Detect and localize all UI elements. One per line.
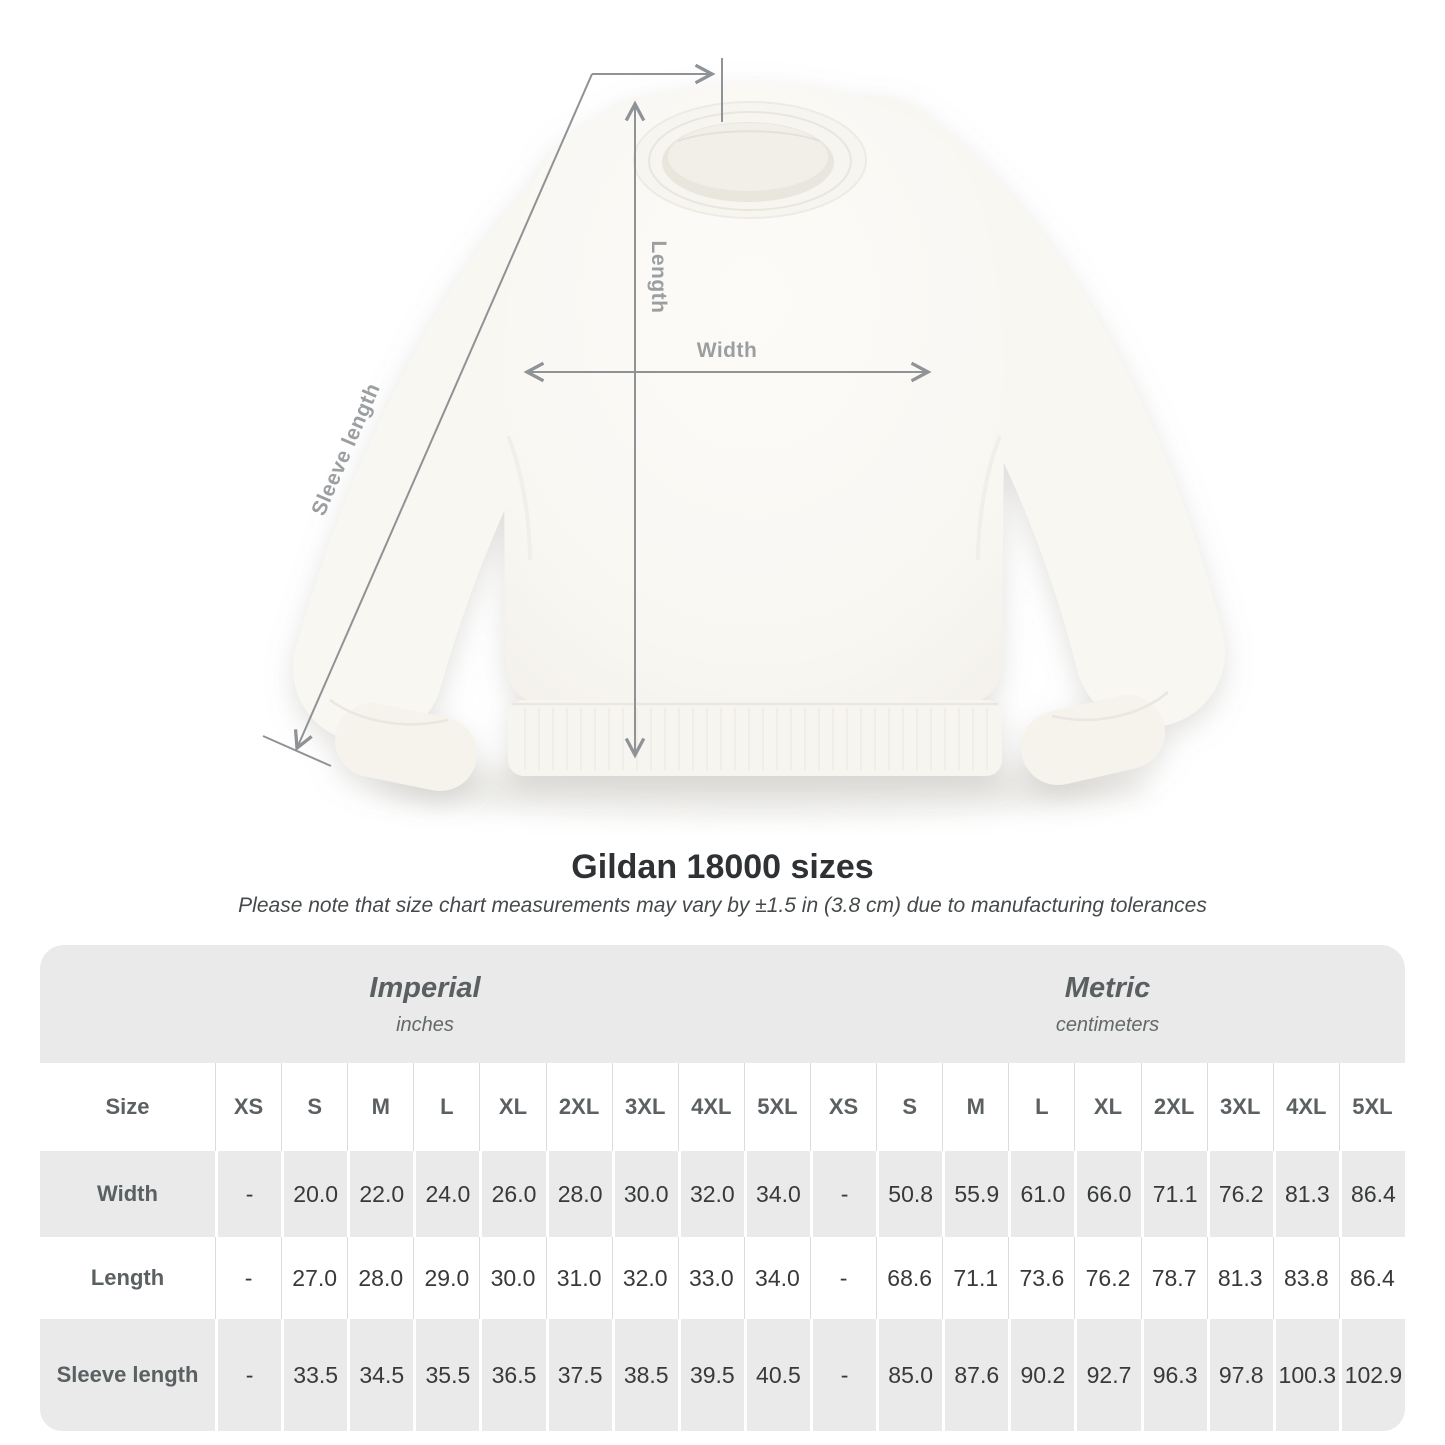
width-metric-3xl: 76.2 <box>1207 1151 1273 1237</box>
sleeve-length-metric-l: 90.2 <box>1008 1319 1074 1431</box>
sleeve-length-label: Sleeve length <box>307 379 385 520</box>
table-row-width <box>40 1151 1405 1237</box>
width-imperial-s: 20.0 <box>281 1151 347 1237</box>
length-metric-l: 73.6 <box>1008 1237 1074 1319</box>
sweatshirt <box>330 82 1168 776</box>
sleeve-length-metric-4xl: 100.3 <box>1273 1319 1339 1431</box>
imperial-group-unit: inches <box>396 1013 454 1036</box>
sleeve-length-imperial-xs: - <box>215 1319 281 1431</box>
size-header-metric-l: L <box>1008 1063 1074 1151</box>
size-header-imperial-3xl: 3XL <box>612 1063 678 1151</box>
length-metric-xl: 76.2 <box>1074 1237 1140 1319</box>
size-header-metric-xl: XL <box>1074 1063 1140 1151</box>
sleeve-length-metric-xl: 92.7 <box>1074 1319 1140 1431</box>
size-header-imperial-l: L <box>413 1063 479 1151</box>
size-header-imperial-m: M <box>347 1063 413 1151</box>
width-metric-5xl: 86.4 <box>1339 1151 1405 1237</box>
right-cuff <box>1058 732 1128 748</box>
sleeve-length-imperial-4xl: 39.5 <box>678 1319 744 1431</box>
sleeve-length-metric-m: 87.6 <box>942 1319 1008 1431</box>
width-imperial-xl: 26.0 <box>479 1151 545 1237</box>
size-table <box>40 945 1405 1431</box>
width-metric-s: 50.8 <box>876 1151 942 1237</box>
width-metric-xl: 66.0 <box>1074 1151 1140 1237</box>
tolerance-note: Please note that size chart measurements may vary by ±1.5 in (3.8 cm) due to manufacturing tolerances <box>238 894 1207 917</box>
imperial-group-name: Imperial <box>369 971 481 1004</box>
size-header-metric-5xl: 5XL <box>1339 1063 1405 1151</box>
width-imperial-l: 24.0 <box>413 1151 479 1237</box>
sleeve-length-metric-s: 85.0 <box>876 1319 942 1431</box>
sleeve-length-metric-xs: - <box>810 1319 876 1431</box>
length-imperial-s: 27.0 <box>281 1237 347 1319</box>
length-metric-xs: - <box>810 1237 876 1319</box>
sleeve-length-imperial-s: 33.5 <box>281 1319 347 1431</box>
length-imperial-l: 29.0 <box>413 1237 479 1319</box>
width-imperial-xs: - <box>215 1151 281 1237</box>
width-imperial-5xl: 34.0 <box>744 1151 810 1237</box>
size-header-row <box>40 1063 1405 1151</box>
metric-group-unit: centimeters <box>1055 1013 1160 1036</box>
length-imperial-2xl: 31.0 <box>546 1237 612 1319</box>
page-title: Gildan 18000 sizes <box>571 848 874 886</box>
row-label-sleeve-length: Sleeve length <box>40 1319 215 1431</box>
sleeve-length-metric-3xl: 97.8 <box>1207 1319 1273 1431</box>
unit-group-row <box>40 945 1405 1063</box>
metric-group-name: Metric <box>1064 971 1151 1004</box>
length-metric-4xl: 83.8 <box>1273 1237 1339 1319</box>
size-column-header: Size <box>40 1063 215 1151</box>
width-label: Width <box>696 339 758 362</box>
sleeve-length-imperial-m: 34.5 <box>347 1319 413 1431</box>
size-header-metric-s: S <box>876 1063 942 1151</box>
sleeve-length-imperial-xl: 36.5 <box>479 1319 545 1431</box>
sleeve-length-imperial-5xl: 40.5 <box>744 1319 810 1431</box>
width-metric-l: 61.0 <box>1008 1151 1074 1237</box>
length-metric-2xl: 78.7 <box>1141 1237 1207 1319</box>
size-header-metric-2xl: 2XL <box>1141 1063 1207 1151</box>
width-imperial-4xl: 32.0 <box>678 1151 744 1237</box>
width-metric-m: 55.9 <box>942 1151 1008 1237</box>
size-header-imperial-xs: XS <box>215 1063 281 1151</box>
size-header-imperial-xl: XL <box>479 1063 545 1151</box>
length-metric-m: 71.1 <box>942 1237 1008 1319</box>
length-imperial-5xl: 34.0 <box>744 1237 810 1319</box>
size-header-imperial-4xl: 4XL <box>678 1063 744 1151</box>
sleeve-length-imperial-l: 35.5 <box>413 1319 479 1431</box>
length-imperial-3xl: 32.0 <box>612 1237 678 1319</box>
width-metric-4xl: 81.3 <box>1273 1151 1339 1237</box>
sleeve-end-tick <box>263 736 331 766</box>
size-header-metric-3xl: 3XL <box>1207 1063 1273 1151</box>
sleeve-length-imperial-2xl: 37.5 <box>546 1319 612 1431</box>
length-metric-5xl: 86.4 <box>1339 1237 1405 1319</box>
table-row-length <box>40 1237 1405 1319</box>
size-header-metric-4xl: 4XL <box>1273 1063 1339 1151</box>
width-imperial-2xl: 28.0 <box>546 1151 612 1237</box>
width-imperial-3xl: 30.0 <box>612 1151 678 1237</box>
row-label-width: Width <box>40 1151 215 1237</box>
length-imperial-xs: - <box>215 1237 281 1319</box>
sleeve-length-metric-2xl: 96.3 <box>1141 1319 1207 1431</box>
table-row-sleeve-length <box>40 1319 1405 1431</box>
size-header-metric-xs: XS <box>810 1063 876 1151</box>
waistband-ribbing <box>516 708 994 770</box>
length-metric-s: 68.6 <box>876 1237 942 1319</box>
metric-group-header <box>810 945 1405 1063</box>
sleeve-length-imperial-3xl: 38.5 <box>612 1319 678 1431</box>
width-imperial-m: 22.0 <box>347 1151 413 1237</box>
width-metric-xs: - <box>810 1151 876 1237</box>
row-label-length: Length <box>40 1237 215 1319</box>
length-imperial-xl: 30.0 <box>479 1237 545 1319</box>
size-header-imperial-2xl: 2XL <box>546 1063 612 1151</box>
sleeve-length-metric-5xl: 102.9 <box>1339 1319 1405 1431</box>
left-cuff <box>372 740 440 754</box>
length-imperial-m: 28.0 <box>347 1237 413 1319</box>
size-header-imperial-s: S <box>281 1063 347 1151</box>
collar <box>634 102 866 218</box>
length-imperial-4xl: 33.0 <box>678 1237 744 1319</box>
imperial-group-header <box>40 945 810 1063</box>
length-metric-3xl: 81.3 <box>1207 1237 1273 1319</box>
size-header-imperial-5xl: 5XL <box>744 1063 810 1151</box>
width-metric-2xl: 71.1 <box>1141 1151 1207 1237</box>
size-header-metric-m: M <box>942 1063 1008 1151</box>
length-label: Length <box>647 240 670 314</box>
